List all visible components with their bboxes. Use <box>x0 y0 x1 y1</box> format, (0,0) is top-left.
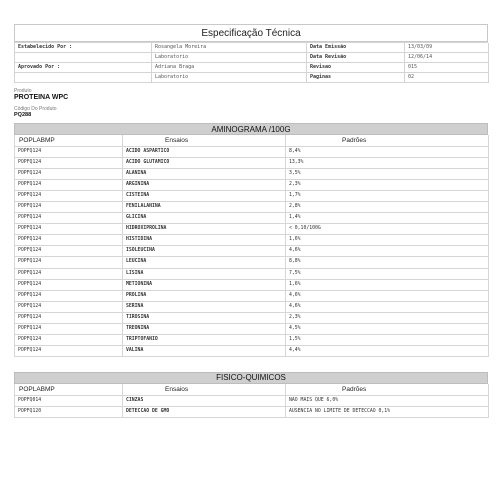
standard-cell: 3,5% <box>286 169 489 180</box>
table-row <box>15 407 488 418</box>
assay-cell: HISTIDINA <box>123 235 286 246</box>
assay-cell: DETECCAO DE GMO <box>123 407 286 418</box>
approved-by-dept-value: Laboratorio <box>152 73 307 83</box>
standard-cell: 1,7% <box>286 191 489 202</box>
revision-label: Revisao <box>307 63 405 73</box>
method-cell: POPFQ124 <box>15 280 123 291</box>
assay-cell: VALINA <box>123 346 286 357</box>
document-title: Especificação Técnica <box>14 24 488 42</box>
table-row <box>15 246 488 257</box>
assay-cell: HIDROXIPROLINA <box>123 224 286 235</box>
standard-cell: AUSENCIA NO LIMITE DE DETECCAO 0,1% <box>286 407 489 418</box>
established-by-dept-label <box>15 53 152 63</box>
table-row <box>15 291 488 302</box>
table-row <box>15 280 488 291</box>
assay-cell: CISTEINA <box>123 191 286 202</box>
column-header-method: POPLABMP <box>15 135 123 147</box>
table-row <box>15 147 488 158</box>
standard-cell: 1,6% <box>286 235 489 246</box>
assay-cell: TRIPTOFANIO <box>123 335 286 346</box>
method-cell: POPFQ120 <box>15 407 123 418</box>
standard-cell: 2,8% <box>286 202 489 213</box>
method-cell: POPFQ124 <box>15 346 123 357</box>
assay-cell: GLICINA <box>123 213 286 224</box>
pages-value: 02 <box>405 73 489 83</box>
method-cell: POPFQ124 <box>15 202 123 213</box>
method-cell: POPFQ124 <box>15 235 123 246</box>
method-cell: POPFQ124 <box>15 191 123 202</box>
column-header-standard: Padrões <box>286 384 489 396</box>
approved-by-value: Adriana Braga <box>152 63 307 73</box>
product-name: PROTEINA WPC <box>14 94 69 101</box>
method-cell: POPFQ124 <box>15 147 123 158</box>
standard-cell: NAO MAIS QUE 6,0% <box>286 396 489 407</box>
assay-cell: ACIDO GLUTAMICO <box>123 158 286 169</box>
assay-cell: FENILALANINA <box>123 202 286 213</box>
method-cell: POPFQ124 <box>15 324 123 335</box>
aminograma-table <box>14 135 488 357</box>
assay-cell: LEUCINA <box>123 257 286 268</box>
assay-cell: CINZAS <box>123 396 286 407</box>
established-by-dept-value: Laboratorio <box>152 53 307 63</box>
table-row <box>15 235 488 246</box>
aminograma-section-title: AMINOGRAMA /100G <box>14 123 488 135</box>
standard-cell: 8,8% <box>286 257 489 268</box>
assay-cell: TREONINA <box>123 324 286 335</box>
standard-cell: 13,3% <box>286 158 489 169</box>
method-cell: POPFQ124 <box>15 224 123 235</box>
assay-cell: ISOLEUCINA <box>123 246 286 257</box>
assay-cell: SERINA <box>123 302 286 313</box>
method-cell: POPFQ124 <box>15 335 123 346</box>
revision-value: 015 <box>405 63 489 73</box>
table-row <box>15 202 488 213</box>
assay-cell: METIONINA <box>123 280 286 291</box>
table-header-row <box>15 135 488 147</box>
standard-cell: 8,4% <box>286 147 489 158</box>
assay-cell: ARGININA <box>123 180 286 191</box>
assay-cell: PROLINA <box>123 291 286 302</box>
method-cell: POPFQ124 <box>15 257 123 268</box>
assay-cell: ALANINA <box>123 169 286 180</box>
product-code: PQ288 <box>14 112 32 118</box>
method-cell: POPFQ124 <box>15 180 123 191</box>
standard-cell: 4,6% <box>286 291 489 302</box>
table-row <box>15 324 488 335</box>
standard-cell: 4,5% <box>286 324 489 335</box>
method-cell: POPFQ014 <box>15 396 123 407</box>
fisico-quimicos-section-title: FISICO-QUIMICOS <box>14 372 488 384</box>
method-cell: POPFQ124 <box>15 302 123 313</box>
issue-date-label: Data Emissão <box>307 43 405 53</box>
standard-cell: 4,6% <box>286 246 489 257</box>
table-row <box>15 335 488 346</box>
standard-cell: 1,5% <box>286 335 489 346</box>
method-cell: POPFQ124 <box>15 169 123 180</box>
table-row <box>15 213 488 224</box>
method-cell: POPFQ124 <box>15 291 123 302</box>
table-row <box>15 257 488 268</box>
revision-date-label: Data Revisão <box>307 53 405 63</box>
assay-cell: TIROSINA <box>123 313 286 324</box>
product-label: Produto <box>14 88 32 94</box>
table-row <box>15 396 488 407</box>
method-cell: POPFQ124 <box>15 158 123 169</box>
assay-cell: ACIDO ASPARTICO <box>123 147 286 158</box>
standard-cell: 1,6% <box>286 280 489 291</box>
assay-cell: LISINA <box>123 269 286 280</box>
revision-date-value: 12/06/14 <box>405 53 489 63</box>
column-header-assay: Ensaios <box>123 384 286 396</box>
established-by-value: Rosangela Moreira <box>152 43 307 53</box>
standard-cell: 2,3% <box>286 313 489 324</box>
standard-cell: 4,4% <box>286 346 489 357</box>
column-header-standard: Padrões <box>286 135 489 147</box>
method-cell: POPFQ124 <box>15 246 123 257</box>
standard-cell: 2,3% <box>286 180 489 191</box>
product-code-label: Código Do Produto <box>14 106 57 112</box>
standard-cell: < 0,10/100G <box>286 224 489 235</box>
table-row <box>15 169 488 180</box>
method-cell: POPFQ124 <box>15 213 123 224</box>
pages-label: Paginas <box>307 73 405 83</box>
table-row <box>15 302 488 313</box>
issue-date-value: 13/03/09 <box>405 43 489 53</box>
standard-cell: 4,6% <box>286 302 489 313</box>
approved-by-label: Aprovado Por : <box>15 63 152 73</box>
header-grid <box>14 42 488 83</box>
approved-by-dept-label <box>15 73 152 83</box>
column-header-method: POPLABMP <box>15 384 123 396</box>
table-row <box>15 158 488 169</box>
table-row <box>15 180 488 191</box>
standard-cell: 7,5% <box>286 269 489 280</box>
established-by-label: Estabelecido Por : <box>15 43 152 53</box>
column-header-assay: Ensaios <box>123 135 286 147</box>
fisico-quimicos-table <box>14 384 488 418</box>
table-row <box>15 313 488 324</box>
standard-cell: 1,4% <box>286 213 489 224</box>
method-cell: POPFQ124 <box>15 313 123 324</box>
table-row <box>15 269 488 280</box>
spec-sheet <box>14 24 488 418</box>
method-cell: POPFQ124 <box>15 269 123 280</box>
table-row <box>15 346 488 357</box>
table-row <box>15 224 488 235</box>
table-row <box>15 191 488 202</box>
table-header-row <box>15 384 488 396</box>
